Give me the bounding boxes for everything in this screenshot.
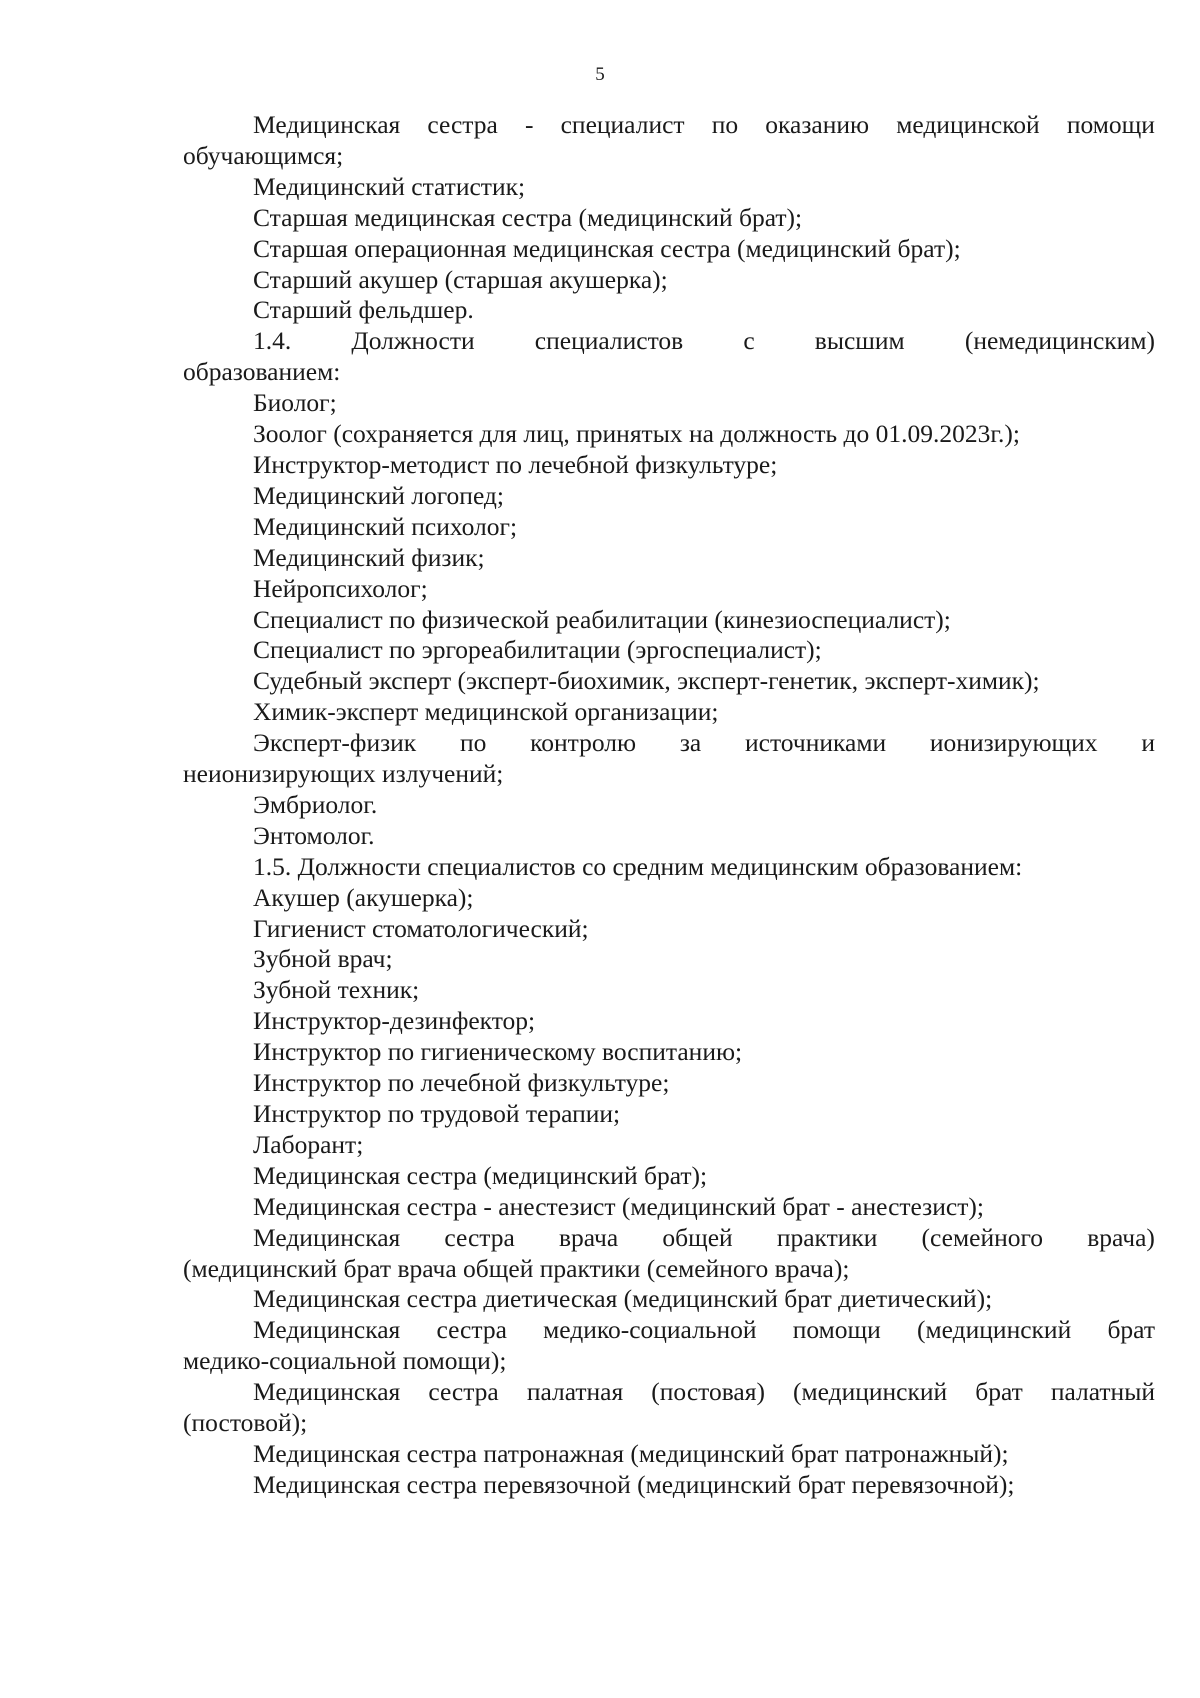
word: сестра <box>436 1315 507 1345</box>
paragraph <box>183 1099 1155 1130</box>
word: высшим <box>814 326 905 356</box>
word: медицинской <box>896 110 1040 139</box>
paragraph <box>183 265 1155 296</box>
paragraph <box>183 852 1155 883</box>
word: общей <box>662 1222 733 1252</box>
paragraph <box>183 1068 1155 1099</box>
word: практики <box>776 1222 878 1252</box>
paragraph-line: Энтомолог. <box>253 820 375 850</box>
paragraph-line: Медицинский статистик; <box>253 171 526 201</box>
word: специалистов <box>534 326 684 356</box>
paragraph-continuation-line: (постовой); <box>183 1408 308 1438</box>
paragraph <box>183 697 1155 728</box>
paragraph-continuation-line: медико-социальной помощи); <box>183 1346 507 1376</box>
paragraph-line: Специалист по физической реабилитации (кинезиоспециалист); <box>253 604 951 634</box>
word: источниками <box>745 728 887 758</box>
paragraph-line: Лаборант; <box>253 1129 364 1159</box>
word: Медицинская <box>253 1315 401 1345</box>
paragraph <box>183 450 1155 481</box>
paragraph-line: Медицинская сестра патронажная (медицинский брат патронажный); <box>253 1438 1009 1468</box>
word: палатный <box>1050 1377 1155 1407</box>
paragraph-line: Старшая операционная медицинская сестра (медицинский брат); <box>253 233 961 263</box>
paragraph-first-line <box>183 1315 1155 1346</box>
paragraph-line: Акушер (акушерка); <box>253 882 474 912</box>
word: (медицинский <box>793 1377 948 1407</box>
paragraph-first-line <box>183 1223 1155 1254</box>
word: с <box>743 326 755 356</box>
word: за <box>679 728 702 758</box>
paragraph-continuation-line: неионизирующих излучений; <box>183 759 504 789</box>
paragraph <box>183 1006 1155 1037</box>
paragraph-line: Специалист по эргореабилитации (эргоспециалист); <box>253 635 822 665</box>
word: сестра <box>427 110 498 139</box>
paragraph <box>183 821 1155 852</box>
paragraph <box>183 203 1155 234</box>
paragraph <box>183 1439 1155 1470</box>
word: и <box>1141 728 1155 758</box>
word: Медицинская <box>253 1377 401 1407</box>
paragraph <box>183 914 1155 945</box>
word: брат <box>975 1377 1023 1407</box>
paragraph <box>183 110 1155 172</box>
word: специалист <box>560 110 685 139</box>
word: контролю <box>530 728 637 758</box>
paragraph-first-line <box>183 326 1155 357</box>
word: Должности <box>351 326 475 356</box>
paragraph <box>183 1130 1155 1161</box>
paragraph-line: Инструктор-методист по лечебной физкультуре; <box>253 449 778 479</box>
word: (медицинский <box>917 1315 1072 1345</box>
paragraph-first-line <box>183 1377 1155 1408</box>
paragraph <box>183 635 1155 666</box>
paragraph-line: 1.5. Должности специалистов со средним медицинским образованием: <box>253 851 1023 881</box>
paragraph-line: Гигиенист стоматологический; <box>253 913 589 943</box>
word: Медицинская <box>253 110 401 139</box>
paragraph-first-line <box>183 728 1155 759</box>
word: врача <box>558 1222 619 1252</box>
word: сестра <box>428 1377 499 1407</box>
paragraph-line: Нейропсихолог; <box>253 573 428 603</box>
paragraph-line: Медицинская сестра перевязочной (медицинский брат перевязочной); <box>253 1469 1015 1499</box>
word: 1.4. <box>253 326 292 356</box>
word: (постовая) <box>651 1377 765 1407</box>
paragraph <box>183 574 1155 605</box>
paragraph-line: Химик-эксперт медицинской организации; <box>253 697 719 727</box>
word: по <box>711 110 739 139</box>
word: ионизирующих <box>929 728 1098 758</box>
word: - <box>524 110 534 139</box>
paragraph <box>183 975 1155 1006</box>
paragraph <box>183 512 1155 543</box>
word: сестра <box>444 1222 515 1252</box>
paragraph-line: Эмбриолог. <box>253 789 378 819</box>
word: Эксперт-физик <box>253 728 417 758</box>
word: палатная <box>526 1377 624 1407</box>
paragraph-line: Старшая медицинская сестра (медицинский брат); <box>253 202 803 232</box>
word: врача) <box>1087 1222 1155 1252</box>
paragraph-line: Старший фельдшер. <box>253 295 474 325</box>
paragraph <box>183 172 1155 203</box>
paragraph-line: Инструктор по трудовой терапии; <box>253 1099 621 1128</box>
paragraph <box>183 1037 1155 1068</box>
paragraph <box>183 883 1155 914</box>
paragraph <box>183 1284 1155 1315</box>
word: (немедицинским) <box>964 326 1155 356</box>
paragraph <box>183 728 1155 790</box>
paragraph-line: Зубной врач; <box>253 944 393 974</box>
paragraph-line: Инструктор по гигиеническому воспитанию; <box>253 1037 743 1067</box>
paragraph <box>183 1223 1155 1285</box>
page-number: 5 <box>595 64 605 85</box>
paragraph <box>183 666 1155 697</box>
paragraph <box>183 419 1155 450</box>
word: оказанию <box>765 110 870 139</box>
paragraph <box>183 1161 1155 1192</box>
paragraph-continuation-line: образованием: <box>183 357 341 387</box>
paragraph-line: Медицинская сестра (медицинский брат); <box>253 1160 708 1190</box>
paragraph <box>183 1377 1155 1439</box>
paragraph <box>183 605 1155 636</box>
paragraph <box>183 1470 1155 1501</box>
paragraph <box>183 944 1155 975</box>
paragraph-line: Зоолог (сохраняется для лиц, принятых на должность до 01.09.2023г.); <box>253 419 1020 449</box>
paragraph-continuation-line: обучающимся; <box>183 140 344 170</box>
paragraph-line: Инструктор-дезинфектор; <box>253 1006 536 1036</box>
paragraph <box>183 326 1155 388</box>
word: брат <box>1107 1315 1155 1345</box>
paragraph-line: Инструктор по лечебной физкультуре; <box>253 1068 670 1098</box>
paragraph <box>183 234 1155 265</box>
paragraph-first-line <box>183 110 1155 141</box>
paragraph-continuation-line: (медицинский брат врача общей практики (семейного врача); <box>183 1253 850 1283</box>
paragraph-line: Биолог; <box>253 388 337 418</box>
word: помощи <box>1066 110 1155 139</box>
paragraph <box>183 790 1155 821</box>
word: помощи <box>792 1315 881 1345</box>
paragraph <box>183 1315 1155 1377</box>
paragraph-line: Медицинская сестра - анестезист (медицинский брат - анестезист); <box>253 1191 984 1221</box>
paragraph <box>183 388 1155 419</box>
word: медико-социальной <box>543 1315 757 1345</box>
paragraph-line: Старший акушер (старшая акушерка); <box>253 264 668 294</box>
paragraph <box>183 295 1155 326</box>
word: по <box>459 728 487 758</box>
document-body <box>183 110 1155 1501</box>
paragraph-line: Медицинский логопед; <box>253 480 504 510</box>
word: Медицинская <box>253 1222 401 1252</box>
paragraph <box>183 481 1155 512</box>
paragraph-line: Медицинская сестра диетическая (медицинский брат диетический); <box>253 1284 993 1314</box>
paragraph-line: Судебный эксперт (эксперт-биохимик, эксперт-генетик, эксперт-химик); <box>253 666 1040 696</box>
paragraph <box>183 1192 1155 1223</box>
paragraph-line: Медицинский психолог; <box>253 511 518 541</box>
paragraph-line: Медицинский физик; <box>253 542 485 572</box>
word: (семейного <box>921 1222 1044 1252</box>
paragraph-line: Зубной техник; <box>253 975 420 1005</box>
paragraph <box>183 543 1155 574</box>
